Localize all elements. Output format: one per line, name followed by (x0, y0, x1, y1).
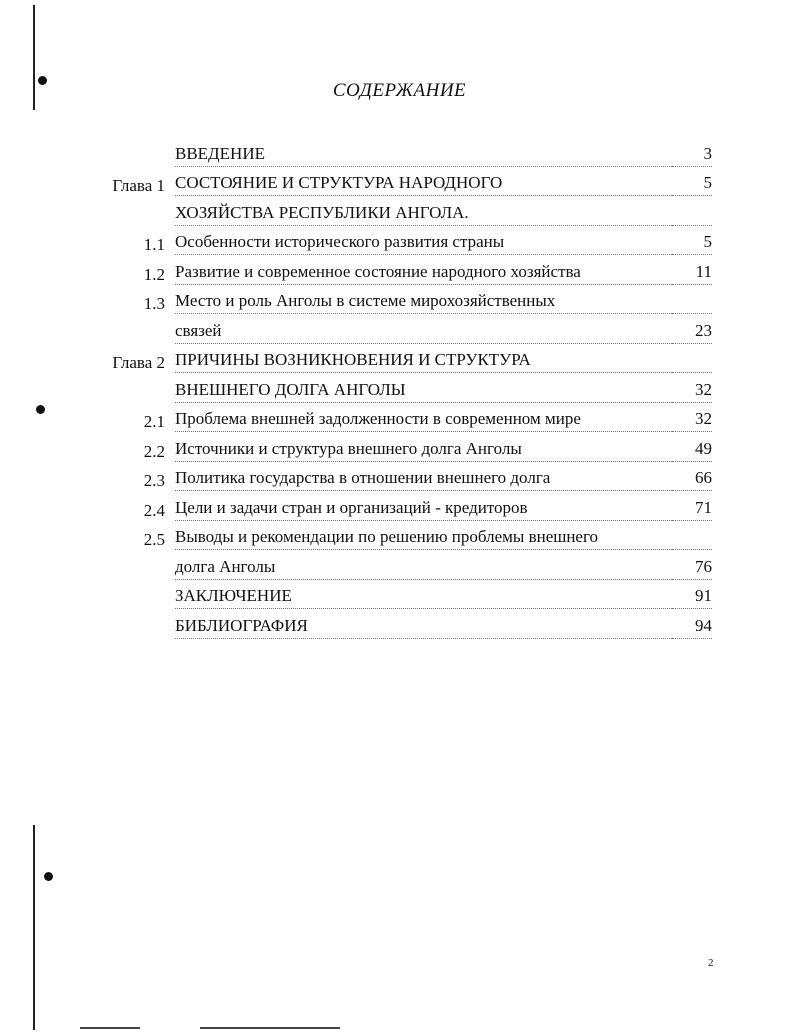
toc-entry-page: 23 (672, 321, 712, 344)
toc-entry-title: Развитие и современное состояние народного хозяйства (175, 262, 672, 285)
toc-entry-page: 91 (672, 586, 712, 609)
toc-entry-page: 32 (672, 380, 712, 403)
toc-entry-number: 2.1 (143, 412, 165, 431)
toc-entry (100, 314, 712, 344)
toc-entry-page: 11 (672, 262, 712, 285)
toc-entry-page: 66 (672, 468, 712, 491)
toc-entry-page: 49 (672, 439, 712, 462)
toc-entry-title: Цели и задачи стран и организаций - кредиторов (175, 498, 672, 521)
toc-entry-title: Политика государства в отношении внешнего долга (175, 468, 672, 491)
toc-entry-page: 76 (672, 557, 712, 580)
toc-entry (100, 373, 712, 403)
toc-entry-number: 1.2 (143, 264, 165, 284)
toc-entry (100, 580, 712, 610)
toc-entry (100, 137, 712, 167)
toc-entry-number: 2.3 (143, 471, 165, 490)
toc-entry-page: 71 (672, 498, 712, 521)
toc-entry-page: 3 (672, 144, 712, 167)
toc-title: СОДЕРЖАНИЕ (332, 80, 467, 101)
scan-edge-right (200, 1027, 340, 1029)
table-of-contents (100, 137, 712, 639)
toc-entry-title: ВВЕДЕНИЕ (175, 144, 672, 167)
toc-entry (100, 432, 712, 462)
toc-entry-title: Проблема внешней задолженности в современном мире (175, 409, 672, 432)
toc-entry-title: ВНЕШНЕГО ДОЛГА АНГОЛЫ (175, 380, 672, 403)
toc-entry-page: 32 (672, 409, 712, 432)
toc-entry-title: СОСТОЯНИЕ И СТРУКТУРА НАРОДНОГО (175, 173, 672, 196)
toc-entry-page: 94 (672, 616, 712, 639)
punch-hole-middle (36, 405, 45, 414)
toc-entry-number: 1.3 (143, 294, 165, 313)
toc-entry (100, 167, 712, 197)
toc-entry (100, 491, 712, 521)
toc-entry-title: Место и роль Анголы в системе мирохозяйственных (175, 291, 672, 314)
toc-entry (100, 196, 712, 226)
toc-entry-title: ХОЗЯЙСТВА РЕСПУБЛИКИ АНГОЛА. (175, 203, 672, 226)
toc-entry-title: Выводы и рекомендации по решению проблемы внешнего (175, 527, 672, 550)
page-number: 2 (708, 957, 714, 969)
toc-entry-title: Источники и структура внешнего долга Анголы (175, 439, 672, 462)
toc-entry-title: БИБЛИОГРАФИЯ (175, 616, 672, 639)
toc-entry-title: ЗАКЛЮЧЕНИЕ (175, 586, 672, 609)
toc-entry-number: 1.1 (143, 235, 165, 254)
toc-entry-page: 5 (672, 173, 712, 196)
toc-entry (100, 285, 712, 315)
toc-entry-number: 2.2 (143, 441, 165, 461)
toc-entry-number: Глава 2 (112, 353, 165, 372)
toc-entry-page: 5 (672, 232, 712, 255)
toc-entry-title: долга Анголы (175, 557, 672, 580)
toc-entry-title: связей (175, 321, 672, 344)
punch-hole-bottom (44, 872, 53, 881)
toc-entry (100, 521, 712, 551)
toc-entry (100, 609, 712, 639)
toc-entry (100, 344, 712, 374)
toc-entry (100, 255, 712, 285)
toc-entry-number: 2.5 (143, 530, 165, 549)
toc-entry (100, 462, 712, 492)
toc-entry-number: 2.4 (143, 500, 165, 520)
toc-entry (100, 403, 712, 433)
toc-entry-number: Глава 1 (112, 176, 165, 195)
binding-line-bottom (33, 825, 35, 1030)
toc-entry-title: Особенности исторического развития страны (175, 232, 672, 255)
scan-edge-left (80, 1027, 140, 1029)
toc-entry (100, 226, 712, 256)
toc-entry (100, 550, 712, 580)
toc-entry-title: ПРИЧИНЫ ВОЗНИКНОВЕНИЯ И СТРУКТУРА (175, 350, 672, 373)
